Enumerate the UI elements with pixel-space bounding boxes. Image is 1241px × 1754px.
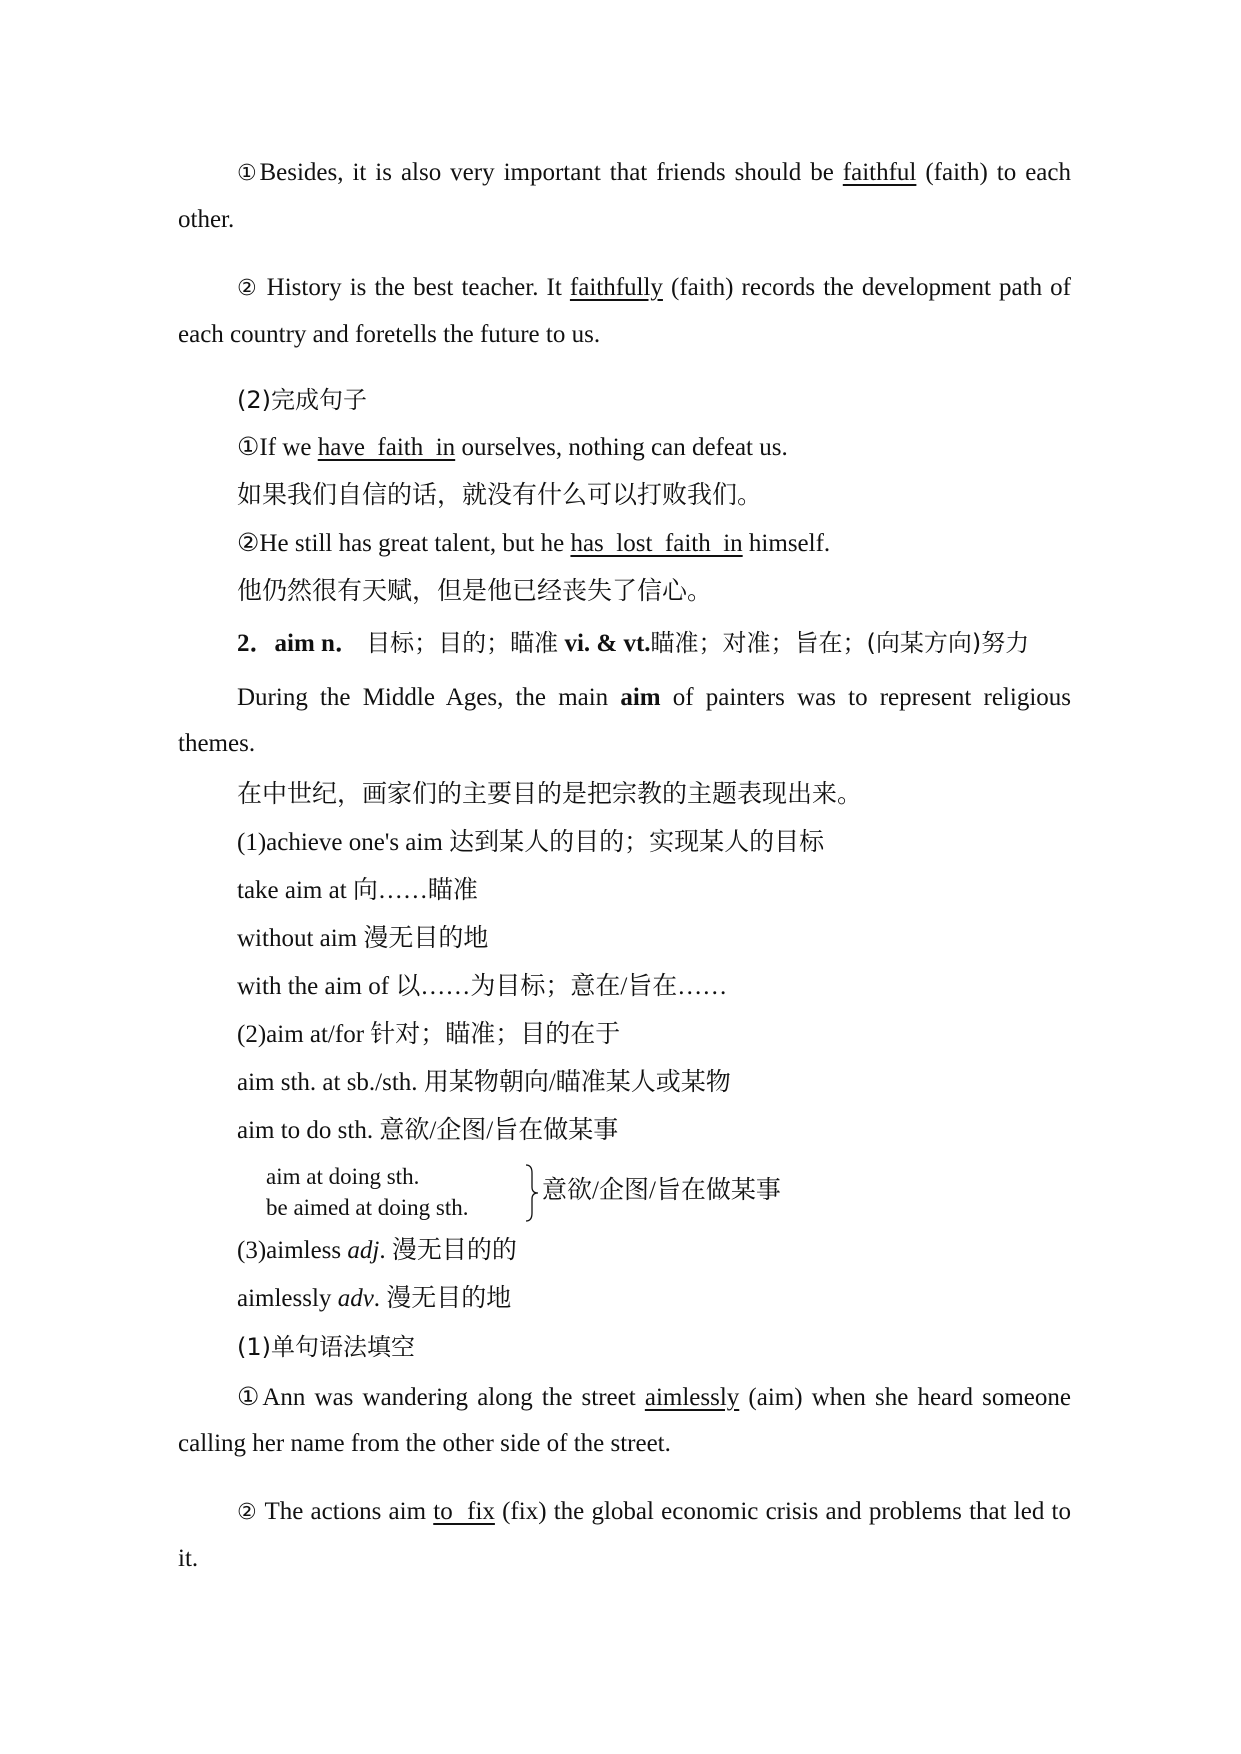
sentence-text: (faith) to each other. [178, 159, 1071, 233]
exercise-sentence [178, 1489, 1071, 1582]
brace-phrases [266, 1161, 469, 1223]
word-definition: 瞄准；对准；旨在；(向某方向)努力 [650, 629, 1030, 657]
complete-sentence [178, 524, 1071, 564]
exercise-sentence [178, 1375, 1071, 1467]
word-definition: 目标；目的；瞄准 [366, 629, 559, 657]
exercise-sentence [178, 265, 1071, 358]
derivative-word: aimlessly [237, 1285, 332, 1312]
section-title: (2)完成句子 [237, 386, 367, 414]
section-title: (1)单句语法填空 [237, 1333, 415, 1361]
brace-group [178, 1159, 1071, 1223]
item-number: ① [237, 161, 260, 186]
phrase-item [178, 1063, 1071, 1103]
sentence-text: The actions aim [257, 1498, 434, 1525]
phrase-item [178, 1015, 1071, 1055]
item-number: ② [237, 1500, 258, 1525]
sentence-text: If we [259, 434, 318, 461]
answer-blank: to fix [433, 1498, 495, 1525]
item-number: ② [237, 276, 259, 301]
answer-blank: has lost faith in [570, 530, 743, 557]
sentence-text: Ann was wandering along the street [262, 1384, 645, 1411]
answer-blank: have faith in [317, 434, 456, 461]
phrase-zh: 意欲/企图/旨在做某事 [379, 1117, 619, 1144]
phrase-zh: 漫无目的地 [363, 925, 489, 952]
phrase-item [178, 1111, 1071, 1151]
phrase-item [178, 967, 1071, 1007]
sentence-text: (faith) records the development path of each country and foretells the future to us. [178, 274, 1071, 348]
word-entry [178, 620, 1071, 667]
translation: 如果我们自信的话，就没有什么可以打败我们。 [237, 482, 763, 509]
item-number: ② [237, 530, 260, 557]
phrase-en: take aim at [237, 877, 347, 904]
phrase-zh: 以……为目标；意在/旨在…… [395, 973, 728, 1000]
item-number: ① [237, 434, 260, 461]
brace-phrase: be aimed at doing sth. [266, 1195, 469, 1220]
sentence-text: of painters was to represent religious themes. [178, 684, 1071, 757]
document-page [178, 150, 1071, 1604]
derivative-word: (3)aimless [237, 1237, 342, 1264]
brace-phrase: aim at doing sth. [266, 1164, 420, 1189]
phrase-item [178, 871, 1071, 911]
answer-blank: faithfully [569, 274, 663, 301]
phrase-item [178, 919, 1071, 959]
part-of-speech: adj [347, 1237, 380, 1264]
sentence-text: Besides, it is also very important that friends should be [259, 159, 843, 186]
example-sentence [178, 675, 1071, 767]
derivative-item: (3)aimless adj. 漫无目的的 [237, 1237, 517, 1264]
phrase-en: without aim [237, 925, 358, 952]
phrase-zh: 针对；瞄准；目的在于 [370, 1021, 621, 1048]
word-label: 2．aim n． [237, 630, 360, 657]
phrase-en: aim to do sth. [237, 1117, 374, 1144]
derivative-meaning: 漫无目的地 [386, 1285, 512, 1312]
phrase-en: (1)achieve one's aim [237, 829, 443, 856]
answer-blank: aimlessly [644, 1384, 740, 1411]
translation: 他仍然很有天赋，但是他已经丧失了信心。 [237, 578, 713, 605]
answer-blank: faithful [842, 159, 917, 186]
phrase-en: aim sth. at sb./sth. [237, 1069, 418, 1096]
sentence-text: (aim) when she heard someone calling her name from the other side of the street. [178, 1384, 1071, 1457]
phrase-zh: 用某物朝向/瞄准某人或某物 [423, 1069, 731, 1096]
derivative-item: aimlessly adv. 漫无目的地 [237, 1285, 512, 1312]
phrase-zh: 达到某人的目的；实现某人的目标 [449, 829, 825, 856]
derivative-meaning: 漫无目的的 [391, 1237, 517, 1264]
item-number: ① [237, 1384, 263, 1411]
keyword: aim [620, 684, 661, 711]
sentence-text: History is the best teacher. It [258, 274, 570, 301]
phrase-en: (2)aim at/for [237, 1021, 365, 1048]
sentence-text: himself. [742, 530, 831, 557]
phrase-zh: 向……瞄准 [352, 877, 478, 904]
phrase-en: with the aim of [237, 973, 390, 1000]
sentence-text: He still has great talent, but he [259, 530, 571, 557]
sentence-text: ourselves, nothing can defeat us. [455, 434, 788, 461]
part-of-speech: adv [337, 1285, 374, 1312]
exercise-sentence [178, 150, 1071, 243]
sentence-text: During the Middle Ages, the main [237, 684, 621, 711]
part-of-speech: vi. & vt. [564, 630, 651, 657]
brace-meaning: 意欲/企图/旨在做某事 [542, 1177, 781, 1204]
sentence-text: (fix) the global economic crisis and problems that led to it. [178, 1498, 1071, 1572]
translation: 在中世纪，画家们的主要目的是把宗教的主题表现出来。 [237, 781, 863, 808]
right-brace-icon [524, 1163, 540, 1223]
phrase-item [178, 823, 1071, 863]
complete-sentence [178, 428, 1071, 468]
